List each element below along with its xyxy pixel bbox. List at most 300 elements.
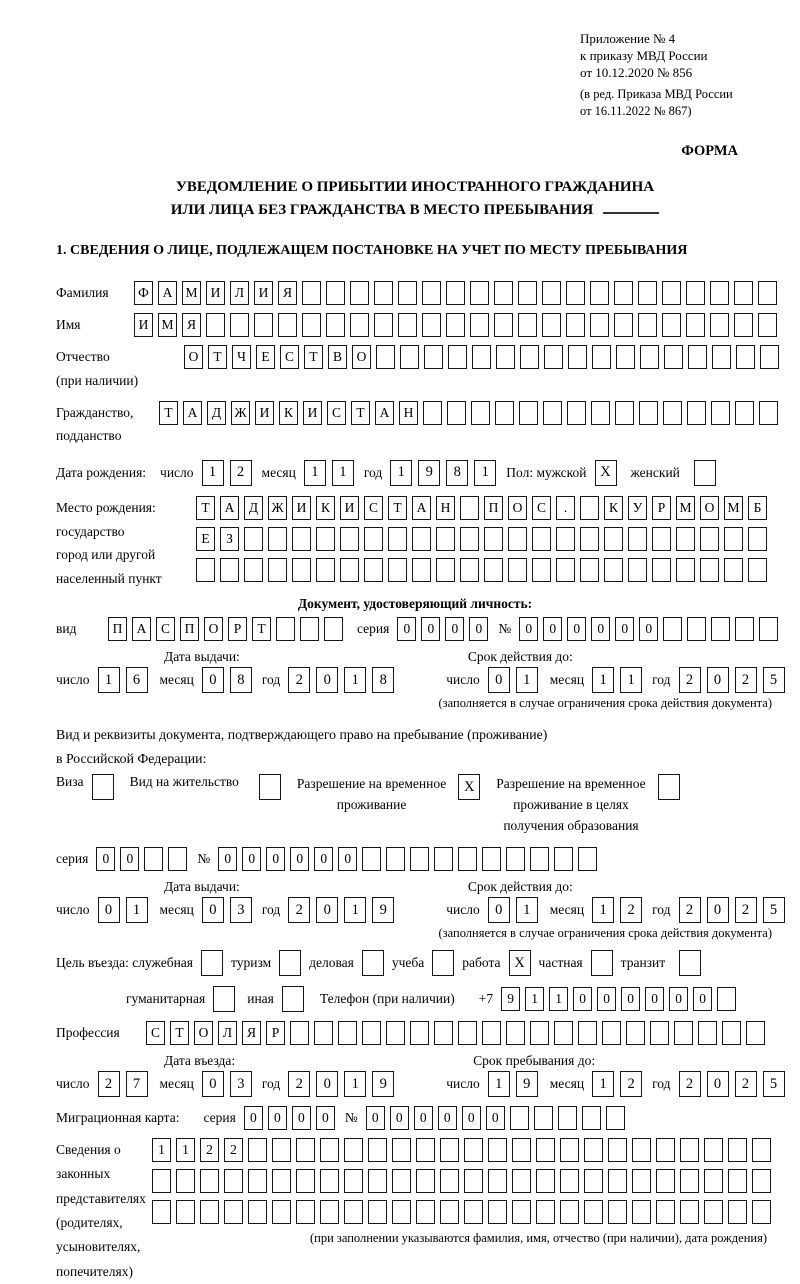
char-box[interactable] xyxy=(728,1169,747,1193)
char-box[interactable]: 0 xyxy=(290,847,309,871)
char-box[interactable]: И xyxy=(340,496,359,520)
char-box[interactable] xyxy=(350,281,369,305)
char-box[interactable] xyxy=(200,1169,219,1193)
char-box[interactable] xyxy=(724,527,743,551)
char-box[interactable]: О xyxy=(204,617,223,641)
char-box[interactable]: Ж xyxy=(231,401,250,425)
char-box[interactable] xyxy=(458,1021,477,1045)
char-box[interactable] xyxy=(606,1106,625,1130)
char-box[interactable] xyxy=(152,1200,171,1224)
char-box[interactable] xyxy=(201,950,223,976)
char-box[interactable]: 0 xyxy=(202,897,224,923)
char-box[interactable] xyxy=(224,1169,243,1193)
char-box[interactable] xyxy=(279,950,301,976)
char-box[interactable] xyxy=(484,558,503,582)
char-box[interactable]: 0 xyxy=(486,1106,505,1130)
char-box[interactable]: 2 xyxy=(735,667,757,693)
char-box[interactable]: И xyxy=(303,401,322,425)
char-box[interactable]: 1 xyxy=(549,987,568,1011)
char-box[interactable] xyxy=(614,281,633,305)
char-box[interactable] xyxy=(302,281,321,305)
char-box[interactable] xyxy=(374,313,393,337)
char-box[interactable]: Е xyxy=(256,345,275,369)
char-box[interactable] xyxy=(590,281,609,305)
char-box[interactable] xyxy=(632,1200,651,1224)
char-box[interactable] xyxy=(656,1169,675,1193)
char-box[interactable]: О xyxy=(508,496,527,520)
char-box[interactable] xyxy=(580,558,599,582)
char-box[interactable] xyxy=(556,527,575,551)
char-box[interactable] xyxy=(224,1200,243,1224)
char-box[interactable] xyxy=(213,986,235,1012)
char-box[interactable] xyxy=(694,460,716,486)
char-box[interactable] xyxy=(759,617,778,641)
char-box[interactable]: 2 xyxy=(735,897,757,923)
char-box[interactable]: 1 xyxy=(390,460,412,486)
char-box[interactable]: 0 xyxy=(567,617,586,641)
char-box[interactable]: 0 xyxy=(292,1106,311,1130)
char-box[interactable] xyxy=(608,1138,627,1162)
char-box[interactable]: X xyxy=(509,950,531,976)
char-box[interactable] xyxy=(470,313,489,337)
char-box[interactable]: О xyxy=(194,1021,213,1045)
char-box[interactable] xyxy=(512,1169,531,1193)
char-box[interactable]: 2 xyxy=(679,897,701,923)
char-box[interactable] xyxy=(722,1021,741,1045)
char-box[interactable] xyxy=(292,558,311,582)
char-box[interactable] xyxy=(344,1138,363,1162)
char-box[interactable] xyxy=(712,345,731,369)
char-box[interactable] xyxy=(676,558,695,582)
char-box[interactable] xyxy=(520,345,539,369)
char-box[interactable] xyxy=(568,345,587,369)
char-box[interactable] xyxy=(560,1169,579,1193)
char-box[interactable] xyxy=(748,527,767,551)
char-box[interactable] xyxy=(464,1169,483,1193)
char-box[interactable]: 1 xyxy=(525,987,544,1011)
char-box[interactable]: И xyxy=(254,281,273,305)
char-box[interactable] xyxy=(746,1021,765,1045)
char-box[interactable] xyxy=(662,313,681,337)
char-box[interactable]: 1 xyxy=(516,897,538,923)
char-box[interactable] xyxy=(436,527,455,551)
char-box[interactable] xyxy=(338,1021,357,1045)
char-box[interactable] xyxy=(580,496,599,520)
char-box[interactable] xyxy=(704,1138,723,1162)
char-box[interactable]: Н xyxy=(399,401,418,425)
char-box[interactable]: 2 xyxy=(735,1071,757,1097)
char-box[interactable] xyxy=(392,1169,411,1193)
char-box[interactable] xyxy=(582,1106,601,1130)
char-box[interactable]: Р xyxy=(652,496,671,520)
char-box[interactable]: 5 xyxy=(763,897,785,923)
char-box[interactable] xyxy=(494,281,513,305)
char-box[interactable] xyxy=(688,345,707,369)
char-box[interactable]: Л xyxy=(230,281,249,305)
char-box[interactable] xyxy=(506,847,525,871)
char-box[interactable]: З xyxy=(220,527,239,551)
char-box[interactable] xyxy=(374,281,393,305)
char-box[interactable]: И xyxy=(206,281,225,305)
char-box[interactable]: В xyxy=(328,345,347,369)
char-box[interactable] xyxy=(652,558,671,582)
char-box[interactable] xyxy=(530,847,549,871)
char-box[interactable]: 1 xyxy=(592,667,614,693)
char-box[interactable] xyxy=(268,558,287,582)
char-box[interactable] xyxy=(536,1200,555,1224)
char-box[interactable] xyxy=(510,1106,529,1130)
char-box[interactable] xyxy=(364,527,383,551)
char-box[interactable] xyxy=(614,313,633,337)
char-box[interactable] xyxy=(386,847,405,871)
char-box[interactable]: 0 xyxy=(218,847,237,871)
char-box[interactable] xyxy=(410,847,429,871)
char-box[interactable]: Т xyxy=(159,401,178,425)
char-box[interactable] xyxy=(368,1138,387,1162)
char-box[interactable]: Ч xyxy=(232,345,251,369)
char-box[interactable]: А xyxy=(158,281,177,305)
char-box[interactable]: 0 xyxy=(316,667,338,693)
char-box[interactable]: 2 xyxy=(620,897,642,923)
char-box[interactable]: 7 xyxy=(126,1071,148,1097)
char-box[interactable]: 0 xyxy=(597,987,616,1011)
char-box[interactable] xyxy=(495,401,514,425)
char-box[interactable] xyxy=(632,1169,651,1193)
char-box[interactable]: 9 xyxy=(372,1071,394,1097)
char-box[interactable]: 2 xyxy=(288,667,310,693)
char-box[interactable] xyxy=(584,1200,603,1224)
char-box[interactable]: 0 xyxy=(244,1106,263,1130)
char-box[interactable] xyxy=(542,313,561,337)
char-box[interactable] xyxy=(676,527,695,551)
char-box[interactable] xyxy=(458,847,477,871)
char-box[interactable]: С xyxy=(327,401,346,425)
char-box[interactable]: С xyxy=(532,496,551,520)
char-box[interactable]: Р xyxy=(228,617,247,641)
char-box[interactable]: 9 xyxy=(418,460,440,486)
char-box[interactable] xyxy=(554,847,573,871)
char-box[interactable]: 0 xyxy=(366,1106,385,1130)
char-box[interactable] xyxy=(259,774,281,800)
char-box[interactable]: Л xyxy=(218,1021,237,1045)
char-box[interactable]: 0 xyxy=(469,617,488,641)
char-box[interactable]: А xyxy=(412,496,431,520)
char-box[interactable] xyxy=(584,1138,603,1162)
char-box[interactable]: 2 xyxy=(230,460,252,486)
char-box[interactable]: 0 xyxy=(573,987,592,1011)
char-box[interactable] xyxy=(464,1200,483,1224)
char-box[interactable]: Н xyxy=(436,496,455,520)
char-box[interactable]: 0 xyxy=(421,617,440,641)
char-box[interactable] xyxy=(512,1200,531,1224)
char-box[interactable]: 0 xyxy=(268,1106,287,1130)
char-box[interactable] xyxy=(326,281,345,305)
char-box[interactable]: А xyxy=(183,401,202,425)
char-box[interactable] xyxy=(472,345,491,369)
char-box[interactable] xyxy=(566,313,585,337)
char-box[interactable] xyxy=(460,558,479,582)
char-box[interactable]: 0 xyxy=(621,987,640,1011)
char-box[interactable] xyxy=(602,1021,621,1045)
char-box[interactable]: Ж xyxy=(268,496,287,520)
char-box[interactable]: С xyxy=(146,1021,165,1045)
char-box[interactable] xyxy=(638,281,657,305)
char-box[interactable]: Я xyxy=(182,313,201,337)
char-box[interactable]: 0 xyxy=(445,617,464,641)
char-box[interactable] xyxy=(364,558,383,582)
char-box[interactable]: К xyxy=(604,496,623,520)
char-box[interactable]: Т xyxy=(388,496,407,520)
char-box[interactable]: 2 xyxy=(679,1071,701,1097)
char-box[interactable] xyxy=(422,313,441,337)
char-box[interactable]: 0 xyxy=(639,617,658,641)
char-box[interactable]: И xyxy=(134,313,153,337)
char-box[interactable] xyxy=(398,313,417,337)
char-box[interactable]: 0 xyxy=(519,617,538,641)
char-box[interactable] xyxy=(544,345,563,369)
char-box[interactable] xyxy=(736,345,755,369)
char-box[interactable] xyxy=(536,1138,555,1162)
char-box[interactable] xyxy=(447,401,466,425)
char-box[interactable] xyxy=(440,1138,459,1162)
char-box[interactable] xyxy=(314,1021,333,1045)
char-box[interactable] xyxy=(176,1200,195,1224)
char-box[interactable] xyxy=(362,1021,381,1045)
char-box[interactable]: Б xyxy=(748,496,767,520)
char-box[interactable]: 1 xyxy=(202,460,224,486)
char-box[interactable] xyxy=(710,313,729,337)
char-box[interactable] xyxy=(276,617,295,641)
char-box[interactable] xyxy=(608,1200,627,1224)
char-box[interactable] xyxy=(446,281,465,305)
char-box[interactable]: И xyxy=(292,496,311,520)
char-box[interactable] xyxy=(220,558,239,582)
char-box[interactable]: Д xyxy=(207,401,226,425)
char-box[interactable] xyxy=(296,1138,315,1162)
char-box[interactable] xyxy=(424,345,443,369)
char-box[interactable] xyxy=(152,1169,171,1193)
char-box[interactable] xyxy=(482,847,501,871)
char-box[interactable]: 1 xyxy=(344,897,366,923)
char-box[interactable]: 0 xyxy=(316,897,338,923)
char-box[interactable]: Т xyxy=(304,345,323,369)
char-box[interactable] xyxy=(560,1138,579,1162)
char-box[interactable]: 1 xyxy=(592,897,614,923)
char-box[interactable]: 0 xyxy=(591,617,610,641)
char-box[interactable] xyxy=(735,617,754,641)
char-box[interactable] xyxy=(230,313,249,337)
char-box[interactable]: П xyxy=(484,496,503,520)
char-box[interactable]: П xyxy=(180,617,199,641)
char-box[interactable] xyxy=(248,1138,267,1162)
char-box[interactable]: О xyxy=(184,345,203,369)
char-box[interactable] xyxy=(376,345,395,369)
char-box[interactable] xyxy=(416,1200,435,1224)
char-box[interactable] xyxy=(512,1138,531,1162)
char-box[interactable] xyxy=(368,1200,387,1224)
char-box[interactable] xyxy=(296,1200,315,1224)
char-box[interactable]: Ф xyxy=(134,281,153,305)
char-box[interactable]: 1 xyxy=(304,460,326,486)
char-box[interactable] xyxy=(436,558,455,582)
char-box[interactable]: А xyxy=(375,401,394,425)
char-box[interactable]: 0 xyxy=(615,617,634,641)
char-box[interactable] xyxy=(578,1021,597,1045)
char-box[interactable] xyxy=(658,774,680,800)
char-box[interactable] xyxy=(580,527,599,551)
char-box[interactable] xyxy=(320,1138,339,1162)
char-box[interactable] xyxy=(628,527,647,551)
char-box[interactable] xyxy=(168,847,187,871)
char-box[interactable]: 1 xyxy=(98,667,120,693)
char-box[interactable] xyxy=(530,1021,549,1045)
char-box[interactable] xyxy=(674,1021,693,1045)
char-box[interactable] xyxy=(566,281,585,305)
char-box[interactable] xyxy=(711,617,730,641)
char-box[interactable] xyxy=(591,950,613,976)
char-box[interactable]: 1 xyxy=(488,1071,510,1097)
char-box[interactable] xyxy=(728,1138,747,1162)
char-box[interactable]: 0 xyxy=(414,1106,433,1130)
char-box[interactable] xyxy=(482,1021,501,1045)
char-box[interactable]: 1 xyxy=(126,897,148,923)
char-box[interactable]: 0 xyxy=(316,1071,338,1097)
char-box[interactable]: . xyxy=(556,496,575,520)
char-box[interactable] xyxy=(248,1169,267,1193)
char-box[interactable]: 2 xyxy=(679,667,701,693)
char-box[interactable] xyxy=(196,558,215,582)
char-box[interactable] xyxy=(604,558,623,582)
char-box[interactable] xyxy=(656,1200,675,1224)
char-box[interactable]: 1 xyxy=(620,667,642,693)
char-box[interactable] xyxy=(759,401,778,425)
char-box[interactable] xyxy=(244,527,263,551)
char-box[interactable] xyxy=(392,1200,411,1224)
char-box[interactable]: 0 xyxy=(707,897,729,923)
char-box[interactable] xyxy=(362,847,381,871)
char-box[interactable] xyxy=(542,281,561,305)
char-box[interactable] xyxy=(244,558,263,582)
char-box[interactable]: 1 xyxy=(344,1071,366,1097)
char-box[interactable] xyxy=(728,1200,747,1224)
char-box[interactable] xyxy=(362,950,384,976)
char-box[interactable]: 2 xyxy=(288,1071,310,1097)
char-box[interactable] xyxy=(567,401,586,425)
char-box[interactable]: А xyxy=(132,617,151,641)
char-box[interactable] xyxy=(92,774,114,800)
char-box[interactable] xyxy=(496,345,515,369)
char-box[interactable] xyxy=(340,527,359,551)
char-box[interactable] xyxy=(340,558,359,582)
char-box[interactable]: Т xyxy=(351,401,370,425)
char-box[interactable]: 2 xyxy=(288,897,310,923)
char-box[interactable]: С xyxy=(364,496,383,520)
char-box[interactable]: К xyxy=(279,401,298,425)
char-box[interactable] xyxy=(410,1021,429,1045)
char-box[interactable] xyxy=(494,313,513,337)
char-box[interactable] xyxy=(508,527,527,551)
char-box[interactable] xyxy=(640,345,659,369)
char-box[interactable]: Е xyxy=(196,527,215,551)
char-box[interactable]: 0 xyxy=(266,847,285,871)
char-box[interactable] xyxy=(734,313,753,337)
char-box[interactable] xyxy=(650,1021,669,1045)
char-box[interactable] xyxy=(554,1021,573,1045)
char-box[interactable] xyxy=(616,345,635,369)
char-box[interactable]: 9 xyxy=(372,897,394,923)
char-box[interactable] xyxy=(626,1021,645,1045)
char-box[interactable] xyxy=(680,1169,699,1193)
char-box[interactable]: 2 xyxy=(224,1138,243,1162)
char-box[interactable]: 1 xyxy=(592,1071,614,1097)
char-box[interactable]: Д xyxy=(244,496,263,520)
char-box[interactable]: 1 xyxy=(516,667,538,693)
char-box[interactable]: 0 xyxy=(488,667,510,693)
char-box[interactable]: О xyxy=(700,496,719,520)
char-box[interactable]: 8 xyxy=(446,460,468,486)
char-box[interactable] xyxy=(434,1021,453,1045)
char-box[interactable]: 0 xyxy=(693,987,712,1011)
char-box[interactable] xyxy=(584,1169,603,1193)
char-box[interactable]: 5 xyxy=(763,1071,785,1097)
char-box[interactable] xyxy=(268,527,287,551)
char-box[interactable] xyxy=(508,558,527,582)
char-box[interactable] xyxy=(543,401,562,425)
char-box[interactable]: 0 xyxy=(397,617,416,641)
char-box[interactable] xyxy=(488,1200,507,1224)
char-box[interactable] xyxy=(700,558,719,582)
char-box[interactable] xyxy=(460,496,479,520)
char-box[interactable] xyxy=(632,1138,651,1162)
char-box[interactable]: 0 xyxy=(338,847,357,871)
char-box[interactable]: 0 xyxy=(669,987,688,1011)
char-box[interactable]: М xyxy=(158,313,177,337)
char-box[interactable] xyxy=(400,345,419,369)
char-box[interactable] xyxy=(656,1138,675,1162)
char-box[interactable] xyxy=(282,986,304,1012)
char-box[interactable]: Т xyxy=(170,1021,189,1045)
char-box[interactable]: 5 xyxy=(763,667,785,693)
char-box[interactable] xyxy=(484,527,503,551)
char-box[interactable] xyxy=(506,1021,525,1045)
char-box[interactable] xyxy=(534,1106,553,1130)
char-box[interactable] xyxy=(470,281,489,305)
char-box[interactable] xyxy=(344,1200,363,1224)
char-box[interactable] xyxy=(488,1169,507,1193)
char-box[interactable] xyxy=(412,527,431,551)
char-box[interactable] xyxy=(248,1200,267,1224)
char-box[interactable]: 1 xyxy=(176,1138,195,1162)
char-box[interactable]: 0 xyxy=(96,847,115,871)
char-box[interactable] xyxy=(717,987,736,1011)
char-box[interactable] xyxy=(680,1138,699,1162)
char-box[interactable] xyxy=(704,1200,723,1224)
char-box[interactable] xyxy=(464,1138,483,1162)
char-box[interactable]: А xyxy=(220,496,239,520)
char-box[interactable] xyxy=(687,617,706,641)
char-box[interactable]: 0 xyxy=(316,1106,335,1130)
char-box[interactable]: Я xyxy=(242,1021,261,1045)
char-box[interactable] xyxy=(578,847,597,871)
char-box[interactable]: 0 xyxy=(438,1106,457,1130)
char-box[interactable] xyxy=(680,1200,699,1224)
char-box[interactable] xyxy=(144,847,163,871)
char-box[interactable] xyxy=(752,1169,771,1193)
char-box[interactable] xyxy=(518,313,537,337)
char-box[interactable] xyxy=(662,281,681,305)
char-box[interactable] xyxy=(560,1200,579,1224)
char-box[interactable] xyxy=(272,1200,291,1224)
